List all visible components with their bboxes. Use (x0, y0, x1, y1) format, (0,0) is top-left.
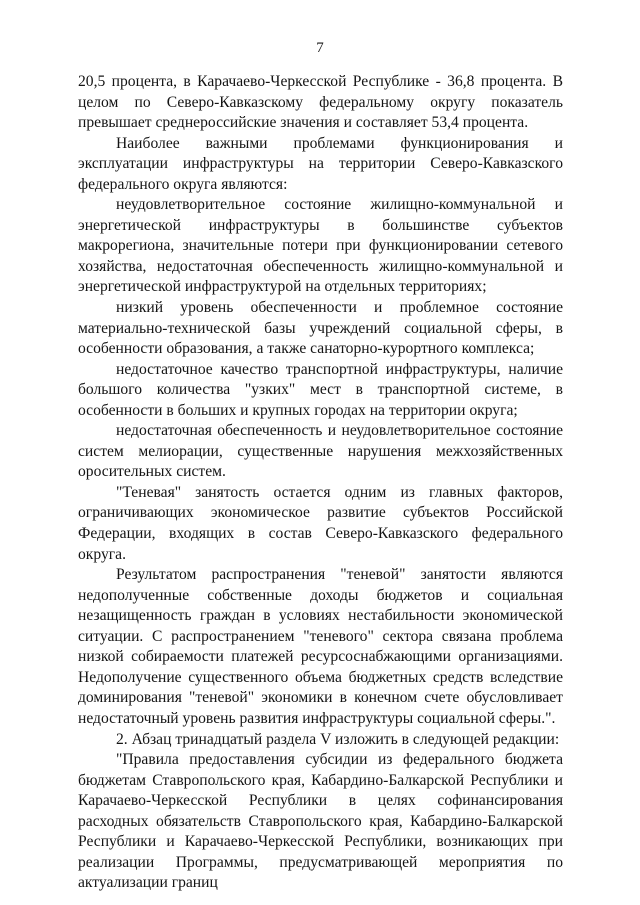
paragraph: Результатом распространения "теневой" занятости являются недополученные собственные доходы бюджетов и социальная незащищенность граждан в условиях нестабильности экономической ситуации. С распространением "теневого" сектора связана проблема низкой собираемости платежей ресурсоснабжающими организациями. Недополучение существенного объема бюджетных средств вследствие доминирования "теневой" экономики в конечном счете обусловливает недостаточный уровень развития инфраструктуры социальной сферы.". (78, 566, 563, 727)
paragraph: низкий уровень обеспеченности и проблемное состояние материально-технической базы учреждений социальной сферы, в особенности образования, а также санаторно-курортного комплекса; (78, 299, 563, 358)
paragraph: "Теневая" занятость остается одним из главных факторов, ограничивающих экономическое развитие субъектов Российской Федерации, входящих в состав Северо-Кавказского федерального округа. (78, 483, 563, 563)
document-body (78, 72, 563, 894)
paragraph: недостаточная обеспеченность и неудовлетворительное состояние систем мелиорации, существенные нарушения межхозяйственных оросительных систем. (78, 422, 563, 481)
page-number: 7 (316, 40, 324, 56)
paragraph: 20,5 процента, в Карачаево-Черкесской Республике - 36,8 процента. В целом по Северо-Кавказскому федеральному округу показатель превышает среднероссийские значения и составляет 53,4 процента. (78, 73, 563, 132)
paragraph: неудовлетворительное состояние жилищно-коммунальной и энергетической инфраструктуры в большинстве субъектов макрорегиона, значительные потери при функционировании сетевого хозяйства, недостаточная обеспеченность жилищно-коммунальной и энергетической инфраструктурой на отдельных территориях; (78, 196, 563, 296)
paragraph: недостаточное качество транспортной инфраструктуры, наличие большого количества "узких" мест в транспортной системе, в особенности в больших и крупных городах на территории округа; (78, 360, 563, 419)
paragraph: Наиболее важными проблемами функционирования и эксплуатации инфраструктуры на территории Северо-Кавказского федерального округа являются: (78, 134, 563, 193)
paragraph: "Правила предоставления субсидии из федерального бюджета бюджетам Ставропольского края, Кабардино-Балкарской Республики и Карачаево-Черкесской Республики в целях софинансирования расходных обязательств Ставропольского края, Кабардино-Балкарской Республики и Карачаево-Черкесской Республики, возникающих при реализации Программы, предусматривающей мероприятия по актуализации границ (78, 751, 563, 892)
paragraph: 2. Абзац тринадцатый раздела V изложить в следующей редакции: (116, 730, 560, 748)
